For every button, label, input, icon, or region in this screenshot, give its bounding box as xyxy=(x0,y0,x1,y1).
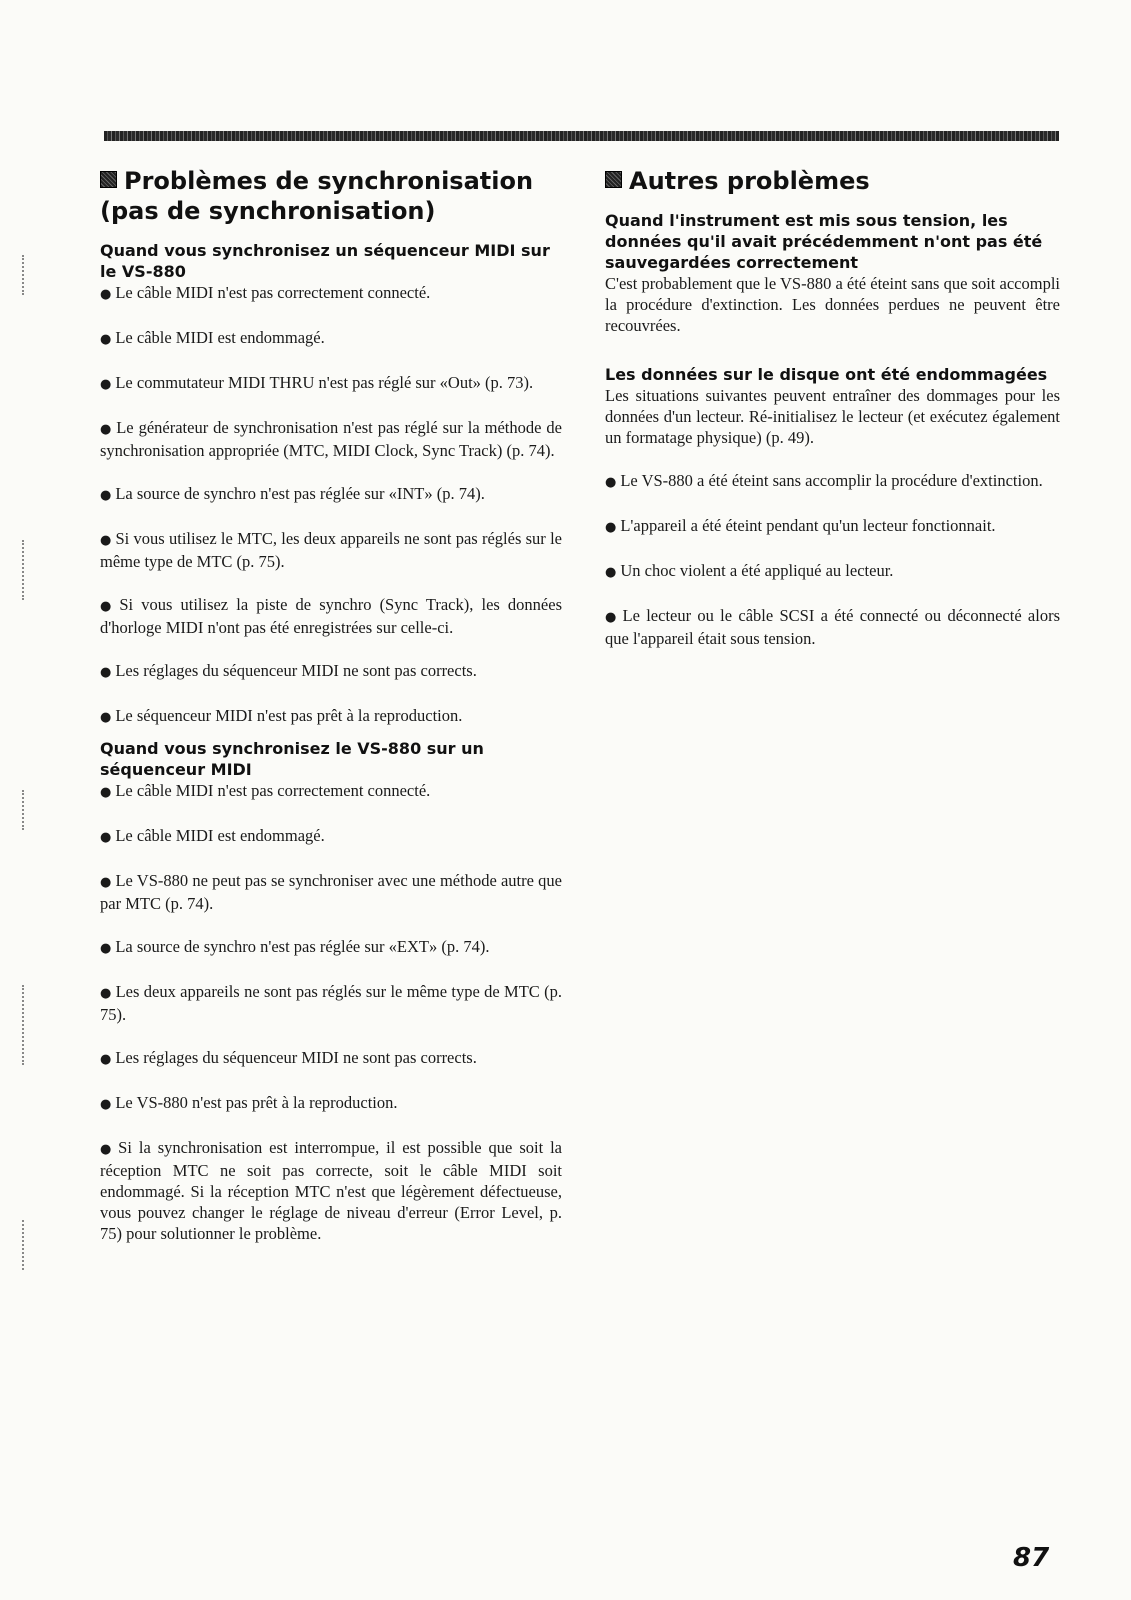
bullet-icon: ● xyxy=(100,488,112,503)
list-item: ● Le générateur de synchronisation n'est pas réglé sur la méthode de synchronisation appropriée (MTC, MIDI Clock, Sync Track) (p. 74). xyxy=(100,418,562,460)
section-title-sync: Problèmes de synchronisation (pas de synchronisation) xyxy=(100,167,534,225)
subheading-disk-data-damaged: Les données sur le disque ont été endommagées xyxy=(605,365,1048,384)
list-item: ● Le lecteur ou le câble SCSI a été connecté ou déconnecté alors que l'appareil était sous tension. xyxy=(605,606,1061,648)
bullet-icon: ● xyxy=(100,1052,112,1067)
bullet-icon: ● xyxy=(100,986,112,1001)
list-item: ● Les réglages du séquenceur MIDI ne sont pas corrects. xyxy=(100,1048,477,1067)
right-column xyxy=(605,166,1060,649)
left-column xyxy=(100,166,562,1244)
list-item: ● Les réglages du séquenceur MIDI ne sont pas corrects. xyxy=(100,661,477,680)
list-item: ● Si la synchronisation est interrompue, il est possible que soit la réception MTC ne soit pas correcte, soit le câble MIDI soit endommagé. Si la réception MTC n'est que légèrement défectueuse, vous pouvez changer le réglage de niveau d'erreur (Error Level, p. 75) pour solutionner le problème. xyxy=(100,1138,563,1243)
bullet-icon: ● xyxy=(100,1142,115,1157)
bullet-icon: ● xyxy=(100,785,112,800)
section-title-other-problems: Autres problèmes xyxy=(605,166,1060,196)
scan-edge-mark xyxy=(22,790,34,830)
bullet-icon: ● xyxy=(100,422,113,437)
bullet-icon: ● xyxy=(100,710,112,725)
list-item: ● La source de synchro n'est pas réglée sur «INT» (p. 74). xyxy=(100,484,485,503)
bullet-icon: ● xyxy=(100,941,112,956)
list-item: ● Le VS-880 a été éteint sans accomplir la procédure d'extinction. xyxy=(605,471,1043,490)
subheading-sync-sequencer-to-vs880: Quand vous synchronisez un séquenceur MIDI sur le VS-880 xyxy=(100,241,550,281)
paragraph: C'est probablement que le VS-880 a été éteint sans que soit accompli la procédure d'extinction. Les données perdues ne peuvent être recouvrées. xyxy=(605,274,1060,335)
bullet-icon: ● xyxy=(100,533,112,548)
section-square-icon xyxy=(100,171,117,188)
bullet-icon: ● xyxy=(100,332,112,347)
section-square-icon xyxy=(605,171,622,188)
list-item: ● Le commutateur MIDI THRU n'est pas réglé sur «Out» (p. 73). xyxy=(100,373,534,392)
list-item: ● Le câble MIDI n'est pas correctement connecté. xyxy=(100,781,431,800)
scan-edge-mark xyxy=(22,540,34,600)
list-item: ● Un choc violent a été appliqué au lecteur. xyxy=(605,561,894,580)
subheading-power-on-data-lost: Quand l'instrument est mis sous tension, les données qu'il avait précédemment n'ont pas été sauvegardées correctement xyxy=(605,211,1043,272)
list-item: ● L'appareil a été éteint pendant qu'un lecteur fonctionnait. xyxy=(605,516,996,535)
paragraph: Les situations suivantes peuvent entraîner des dommages pour les données d'un lecteur. Ré-initialisez le lecteur (et exécutez également un formatage physique) (p. 49). xyxy=(605,386,1060,447)
bullet-icon: ● xyxy=(605,610,619,625)
page-number: 87 xyxy=(1013,1543,1050,1573)
bullet-icon: ● xyxy=(100,1097,112,1112)
scan-edge-mark xyxy=(22,1220,34,1270)
list-item: ● Le séquenceur MIDI n'est pas prêt à la reproduction. xyxy=(100,706,463,725)
bullet-icon: ● xyxy=(100,830,112,845)
list-item: ● Le câble MIDI n'est pas correctement connecté. xyxy=(100,283,431,302)
bullet-icon: ● xyxy=(100,599,116,614)
bullet-icon: ● xyxy=(605,520,617,535)
bullet-icon: ● xyxy=(100,875,112,890)
list-item: ● Si vous utilisez la piste de synchro (Sync Track), les données d'horloge MIDI n'ont pas été enregistrées sur celle-ci. xyxy=(100,595,562,637)
list-item: ● La source de synchro n'est pas réglée sur «EXT» (p. 74). xyxy=(100,937,490,956)
list-item: ● Le câble MIDI est endommagé. xyxy=(100,826,325,845)
subheading-sync-vs880-to-sequencer: Quand vous synchronisez le VS-880 sur un séquenceur MIDI xyxy=(100,739,484,779)
list-item: ● Si vous utilisez le MTC, les deux appareils ne sont pas réglés sur le même type de MTC (p. 75). xyxy=(100,529,562,571)
header-rule xyxy=(104,131,1059,141)
list-item: ● Les deux appareils ne sont pas réglés sur le même type de MTC (p. 75). xyxy=(100,982,563,1024)
list-item: ● Le VS-880 n'est pas prêt à la reproduction. xyxy=(100,1093,398,1112)
list-item: ● Le VS-880 ne peut pas se synchroniser avec une méthode autre que par MTC (p. 74). xyxy=(100,871,563,913)
list-item: ● Le câble MIDI est endommagé. xyxy=(100,328,325,347)
bullet-icon: ● xyxy=(605,565,617,580)
bullet-icon: ● xyxy=(100,377,112,392)
bullet-icon: ● xyxy=(100,287,112,302)
scan-edge-mark xyxy=(22,985,34,1065)
bullet-icon: ● xyxy=(100,665,112,680)
scan-edge-mark xyxy=(22,255,34,295)
bullet-icon: ● xyxy=(605,475,617,490)
